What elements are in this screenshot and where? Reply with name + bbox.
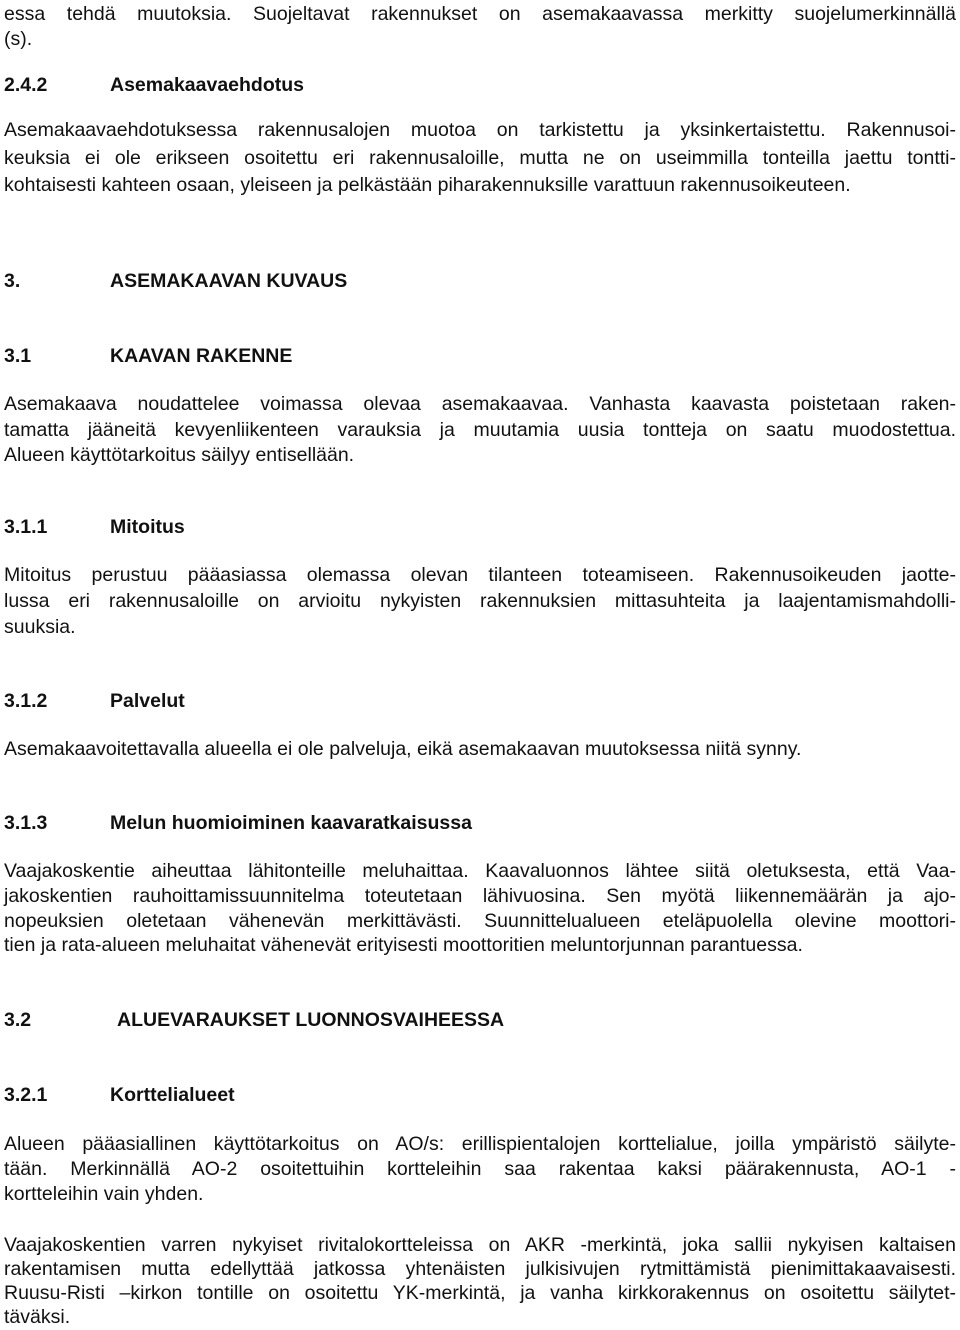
paragraph-line: täväksi. (4, 1306, 71, 1328)
section-heading-2-4-2 (4, 73, 304, 98)
paragraph-line: tien ja rata-alueen meluhaitat vähenevät erityisesti moottoritien meluntorjunnan parantuessa. (4, 934, 803, 956)
paragraph-line: tään. Merkinnällä AO-2 osoitettuihin kortteleihin saa rakentaa kaksi päärakennusta, AO-1 - (4, 1158, 956, 1180)
paragraph-line: tamatta jääneitä kevyenliikenteen varauksia ja muutamia uusia tontteja on saatu muodostettua. (4, 419, 956, 441)
section-number: 2.4.2 (4, 74, 48, 96)
section-number: 3.2.1 (4, 1084, 48, 1106)
paragraph-line: Mitoitus perustuu pääasiassa olemassa olevan tilanteen toteamiseen. Rakennusoikeuden jaotte- (4, 564, 956, 586)
section-title: Mitoitus (110, 516, 185, 538)
section-heading-3-1 (4, 344, 292, 369)
paragraph-line: kortteleihin vain yhden. (4, 1183, 204, 1205)
section-number: 3.1.1 (4, 516, 48, 538)
section-heading-3-2 (4, 1008, 504, 1033)
section-number: 3.2 (4, 1009, 32, 1031)
section-title: ASEMAKAAVAN KUVAUS (110, 270, 348, 292)
section-number: 3. (4, 270, 21, 292)
paragraph-line: nopeuksien oletetaan vähenevän merkittävästi. Suunnittelualueen eteläpuolella olevine moottori- (4, 910, 956, 932)
section-number: 3.1.3 (4, 812, 48, 834)
paragraph-line: Vaajakoskentie aiheuttaa lähitonteille meluhaittaa. Kaavaluonnos lähtee siitä oletuksesta, että Vaa- (4, 860, 956, 882)
section-title: KAAVAN RAKENNE (110, 345, 293, 367)
section-heading-3-2-1 (4, 1083, 235, 1108)
section-heading-3 (4, 269, 347, 294)
paragraph-line: Ruusu-Risti –kirkon tontille on osoitettu YK-merkintä, ja vanha kirkkorakennus on osoitettu säilytet- (4, 1282, 956, 1304)
paragraph-line: rakentamisen mutta edellyttää jatkossa yhtenäisten julkisivujen rytmittämistä pienimittakaavaisesti. (4, 1258, 956, 1280)
paragraph-line: suuksia. (4, 616, 76, 638)
paragraph-line: lussa eri rakennusaloille on arvioitu nykyisten rakennuksien mittasuhteita ja laajentamismahdolli- (4, 590, 956, 612)
section-title: ALUEVARAUKSET LUONNOSVAIHEESSA (117, 1009, 505, 1031)
section-heading-3-1-2 (4, 689, 185, 714)
section-heading-3-1-3 (4, 811, 472, 836)
paragraph-line: (s). (4, 28, 33, 50)
section-number: 3.1 (4, 345, 32, 367)
section-title: Palvelut (110, 690, 185, 712)
paragraph-line: Asemakaava noudattelee voimassa olevaa asemakaavaa. Vanhasta kaavasta poistetaan raken- (4, 393, 956, 415)
section-title: Melun huomioiminen kaavaratkaisussa (110, 812, 472, 834)
paragraph-line: Vaajakoskentien varren nykyiset rivitalokortteleissa on AKR -merkintä, joka sallii nykyisen kaltaisen (4, 1234, 956, 1256)
paragraph-line: Asemakaavaehdotuksessa rakennusalojen muotoa on tarkistettu ja yksinkertaistettu. Rakennusoi- (4, 119, 956, 141)
paragraph-line: keuksia ei ole erikseen osoitettu eri rakennusaloille, mutta ne on useimmilla tonteilla jaettu tontti- (4, 147, 956, 169)
section-title: Asemakaavaehdotus (110, 74, 305, 96)
paragraph-line: essa tehdä muutoksia. Suojeltavat rakennukset on asemakaavassa merkitty suojelumerkinnällä (4, 3, 956, 25)
paragraph-line: Asemakaavoitettavalla alueella ei ole palveluja, eikä asemakaavan muutoksessa niitä synny. (4, 738, 802, 760)
paragraph-line: jakoskentien rauhoittamissuunnitelma toteutetaan lähivuosina. Sen myötä liikennemäärän ja ajo- (4, 885, 956, 907)
section-number: 3.1.2 (4, 690, 48, 712)
section-title: Korttelialueet (110, 1084, 235, 1106)
paragraph-line: Alueen pääasiallinen käyttötarkoitus on AO/s: erillispientalojen korttelialue, joilla ympäristö säilyte- (4, 1133, 956, 1155)
paragraph-line: kohtaisesti kahteen osaan, yleiseen ja pelkästään piharakennuksille varattuun rakennusoikeuteen. (4, 174, 851, 196)
section-heading-3-1-1 (4, 515, 185, 540)
paragraph-line: Alueen käyttötarkoitus säilyy entisellään. (4, 444, 355, 466)
